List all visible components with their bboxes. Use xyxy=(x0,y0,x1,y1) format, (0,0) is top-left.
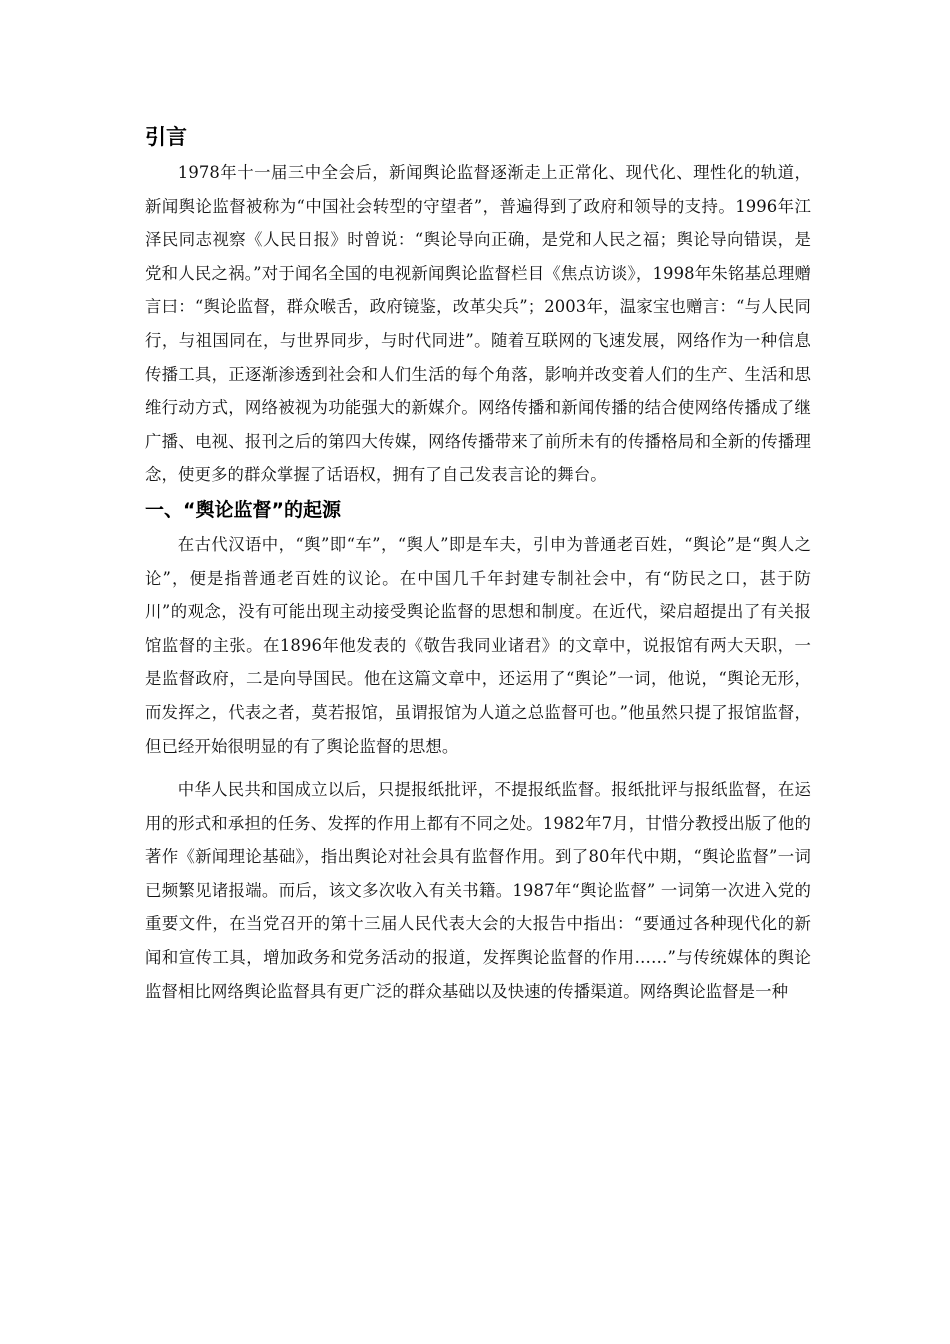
intro-heading: 引言 xyxy=(145,125,187,149)
intro-paragraph: 1978年十一届三中全会后，新闻舆论监督逐渐走上正常化、现代化、理性化的轨道，新闻舆论监督被称为“中国社会转型的守望者”，普遍得到了政府和领导的支持。1996年江泽民同志视察《人民日报》时曾说：“舆论导向正确，是党和人民之福；舆论导向错误，是党和人民之祸。”对于闻名全国的电视新闻舆论监督栏目《焦点访谈》，1998年朱铭基总理赠言曰：“舆论监督，群众喉舌，政府镜鉴，改革尖兵”；2003年，温家宝也赠言：“与人民同行，与祖国同在，与世界同步，与时代同进”。随着互联网的飞速发展，网络作为一种信息传播工具，正逐渐渗透到社会和人们生活的每个角落，影响并改变着人们的生产、生活和思维行动方式，网络被视为功能强大的新媒介。网络传播和新闻传播的结合使网络传播成了继广播、电视、报刊之后的第四大传媒，网络传播带来了前所未有的传播格局和全新的传播理念，使更多的群众掌握了话语权，拥有了自己发表言论的舞台。 xyxy=(145,163,811,485)
section-heading-origin: 一、“舆论监督”的起源 xyxy=(145,498,341,521)
origin-paragraph-1: 在古代汉语中，“舆”即“车”，“舆人”即是车夫，引申为普通老百姓，“舆论”是“舆人之论”，便是指普通老百姓的议论。在中国几千年封建专制社会中，有“防民之口，甚于防川”的观念，没有可能出现主动接受舆论监督的思想和制度。在近代，梁启超提出了有关报馆监督的主张。在1896年他发表的《敬告我同业诸君》的文章中，说报馆有两大天职，一是监督政府，二是向导国民。他在这篇文章中，还运用了“舆论”一词，他说，“舆论无形，而发挥之，代表之者，莫若报馆，虽谓报馆为人道之总监督可也。”他虽然只提了报馆监督，但已经开始很明显的有了舆论监督的思想。 xyxy=(145,534,811,756)
origin-paragraph-2: 中华人民共和国成立以后，只提报纸批评，不提报纸监督。报纸批评与报纸监督，在运用的形式和承担的任务、发挥的作用上都有不同之处。1982年7月，甘惜分教授出版了他的著作《新闻理论基础》，指出舆论对社会具有监督作用。到了80年代中期，“舆论监督”一词已频繁见诸报端。而后，该文多次收入有关书籍。1987年“舆论监督” 一词第一次进入党的重要文件，在当党召开的第十三届人民代表大会的大报告中指出：“要通过各种现代化的新闻和宣传工具，增加政务和党务活动的报道，发挥舆论监督的作用……”与传统媒体的舆论监督相比网络舆论监督具有更广泛的群众基础以及快速的传播渠道。网络舆论监督是一种 xyxy=(145,780,811,1001)
document-body xyxy=(145,118,811,1008)
